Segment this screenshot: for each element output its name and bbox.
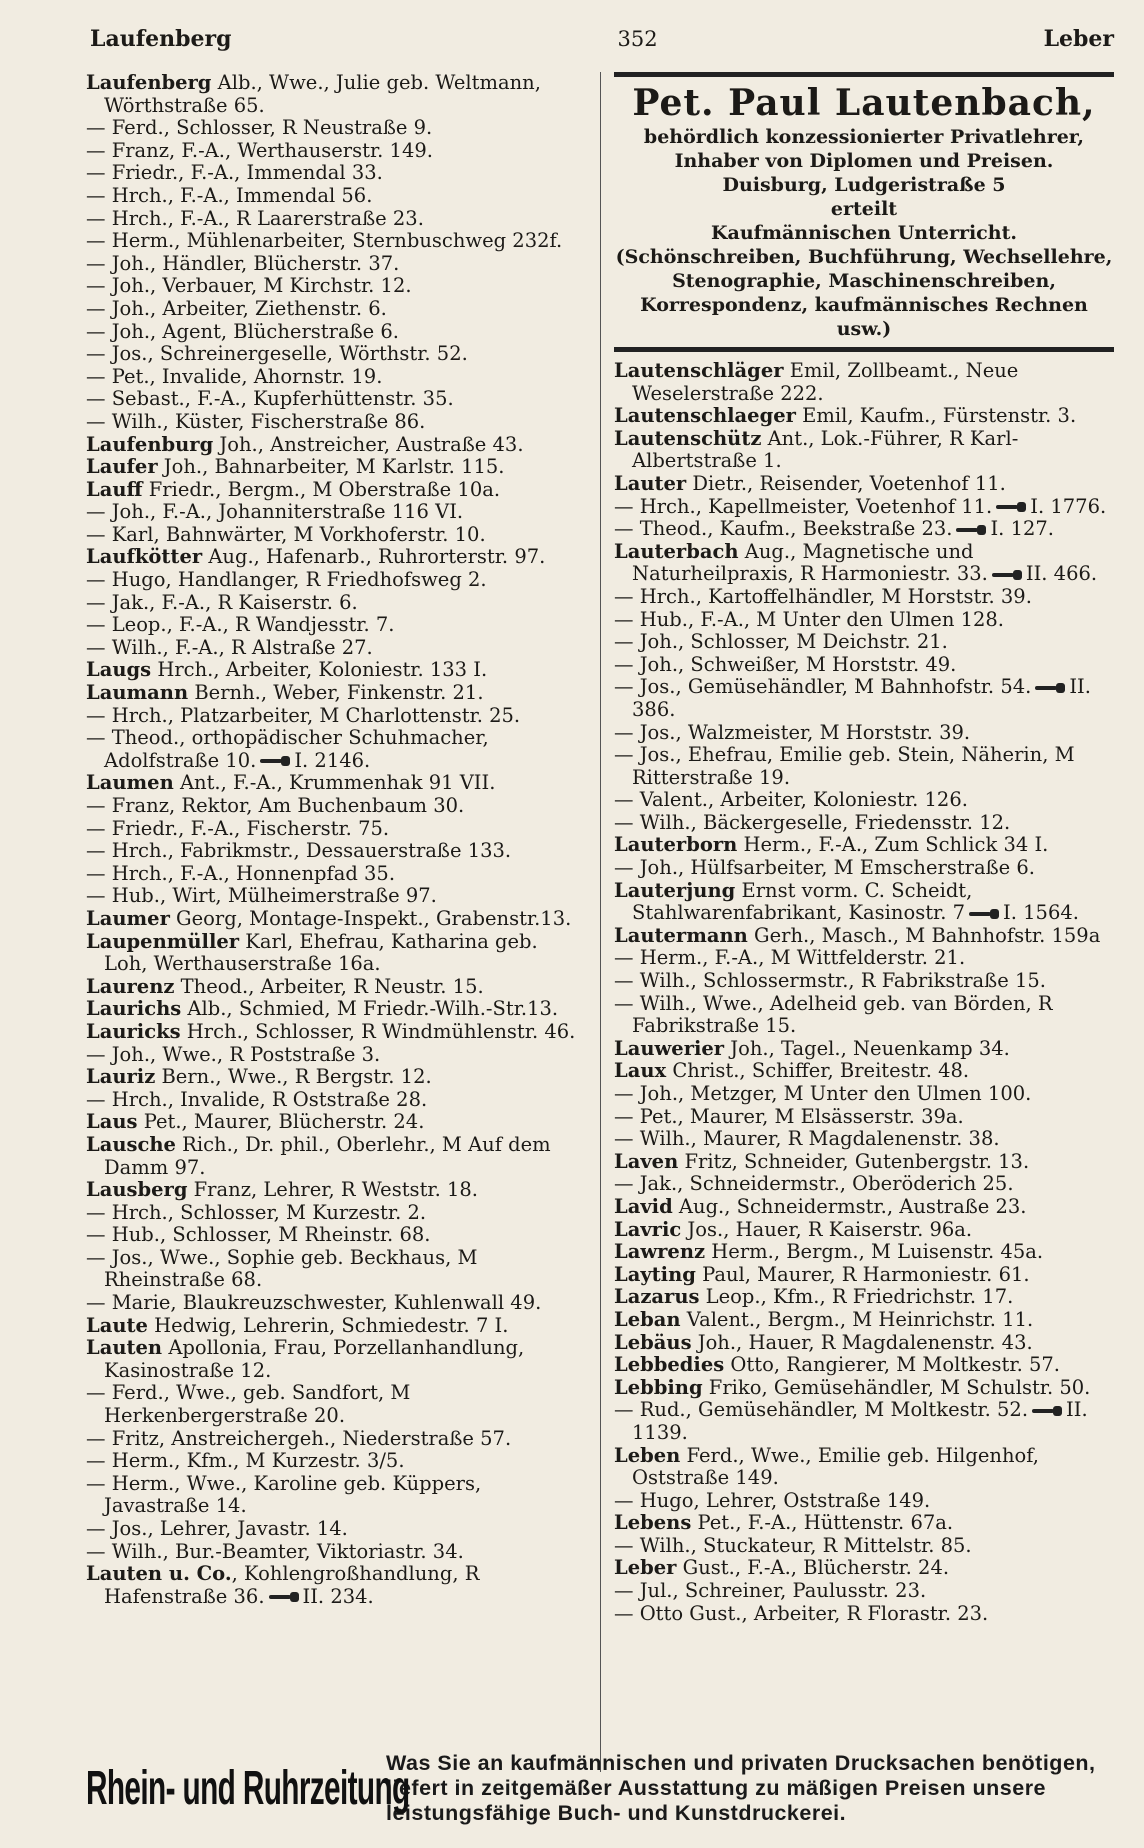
entry-text: — Joh., Händler, Blücherstr. 37.	[86, 251, 400, 275]
entry-surname: Lebäus	[614, 1330, 692, 1354]
ad-line: Stenographie, Maschinenschreiben, Korrespondenz, kaufmännisches Rechnen usw.)	[640, 270, 1088, 340]
header-left-keyword: Laufenberg	[90, 26, 232, 52]
directory-entry	[86, 1450, 586, 1473]
entry-text: Friko, Gemüsehändler, M Schulstr. 50.	[702, 1375, 1091, 1399]
entry-surname: Lavid	[614, 1194, 673, 1218]
directory-entry	[614, 1332, 1114, 1355]
directory-entry	[86, 1044, 586, 1067]
entry-surname: Laufkötter	[86, 545, 203, 569]
entry-surname: Laumer	[86, 906, 170, 930]
footer-text: Was Sie an kaufmännischen und privaten Drucksachen benötigen, liefert in zeitgemäßer Ausstattung zu mäßigen Preisen unsere leistungsfähige Buch- und Kunstdruckerei.	[386, 1750, 1096, 1825]
directory-entry	[86, 524, 586, 547]
directory-entry	[614, 1309, 1114, 1332]
entry-text: — Hugo, Handlanger, R Friedhofsweg 2.	[86, 568, 487, 592]
entry-surname: Layting	[614, 1262, 696, 1286]
entry-phone: II. 1139.	[632, 1398, 1088, 1444]
entry-surname: Lausberg	[86, 1178, 188, 1202]
entry-text: — Jos., Ehefrau, Emilie geb. Stein, Näherin, M Ritterstraße 19.	[614, 743, 1075, 789]
directory-entry	[86, 998, 586, 1021]
directory-entry	[86, 1224, 586, 1247]
entry-text: Jos., Hauer, R Kaiserstr. 96a.	[681, 1217, 973, 1241]
directory-entry	[614, 631, 1114, 654]
directory-entry	[614, 812, 1114, 835]
entry-surname: Leben	[614, 1443, 681, 1467]
entry-text: — Wilh., Bur.-Beamter, Viktoriastr. 34.	[86, 1539, 464, 1563]
directory-entry	[86, 1292, 586, 1315]
entry-text: — Marie, Blaukreuzschwester, Kuhlenwall 49.	[86, 1291, 542, 1315]
directory-entry	[86, 479, 586, 502]
entry-text: — Hub., Schlosser, M Rheinstr. 68.	[86, 1223, 431, 1247]
entry-surname: Lebens	[614, 1511, 692, 1535]
directory-entry	[86, 1089, 586, 1112]
directory-entry	[614, 834, 1114, 857]
entry-text: — Jos., Wwe., Sophie geb. Beckhaus, M Rheinstraße 68.	[86, 1245, 478, 1292]
entry-text: Emil, Zollbeamt., Neue Weselerstraße 222.	[632, 359, 1019, 405]
entry-text: Pet., Maurer, Blücherstr. 24.	[137, 1110, 425, 1134]
entry-phone: II. 466.	[1025, 562, 1098, 586]
entry-text: — Joh., F.-A., Johanniterstraße 116 VI.	[86, 500, 464, 524]
directory-entry	[614, 722, 1114, 745]
entry-phone: I. 1776.	[1030, 494, 1107, 518]
directory-entry	[614, 1241, 1114, 1264]
entry-phone: I. 1564.	[1003, 901, 1079, 925]
directory-entry	[614, 1106, 1114, 1129]
entry-text: — Jos., Walzmeister, M Horststr. 39.	[614, 720, 971, 744]
telephone-icon	[996, 502, 1026, 512]
directory-entry	[86, 321, 586, 344]
entry-text: — Wilh., Bäckergeselle, Friedensstr. 12.	[614, 810, 1011, 834]
entry-surname: Lebbedies	[614, 1353, 725, 1377]
entry-text: Otto, Rangierer, M Moltkestr. 57.	[724, 1353, 1060, 1377]
directory-entry	[614, 1128, 1114, 1151]
directory-entry	[614, 1603, 1114, 1626]
entry-text: Joh., Tagel., Neuenkamp 34.	[724, 1036, 1010, 1060]
entry-phone: I. 2146.	[294, 748, 371, 772]
entry-surname: Lauterbach	[614, 539, 739, 563]
entry-text: Herm., Bergm., M Luisenstr. 45a.	[705, 1240, 1044, 1264]
entry-text: — Hrch., Fabrikmstr., Dessauerstraße 133.	[86, 839, 512, 863]
entry-text: — Ferd., Schlosser, R Neustraße 9.	[86, 116, 433, 140]
entry-text: — Hub., F.-A., M Unter den Ulmen 128.	[614, 607, 1005, 631]
entry-text: — Friedr., F.-A., Fischerstr. 75.	[86, 816, 390, 840]
entry-text: Ant., Lok.-Führer, R Karl-Albertstraße 1.	[632, 426, 1019, 473]
directory-entry	[86, 1541, 586, 1564]
directory-entry	[614, 1399, 1114, 1444]
ad-line: behördlich konzessionierter Privatlehrer,	[643, 126, 1085, 148]
directory-entry	[86, 1202, 586, 1225]
directory-entry	[614, 428, 1114, 473]
directory-entry	[614, 880, 1114, 925]
entry-text: , Kohlengroßhandlung, R Hafenstraße 36.	[104, 1562, 480, 1608]
directory-entry	[86, 1134, 586, 1179]
entry-text: Theod., Arbeiter, R Neustr. 15.	[174, 974, 484, 998]
directory-entry	[614, 970, 1114, 993]
directory-entry	[86, 298, 586, 321]
entry-text: — Fritz, Anstreichergeh., Niederstraße 57.	[86, 1426, 512, 1450]
entry-text: — Ferd., Wwe., geb. Sandfort, M Herkenbergerstraße 20.	[86, 1381, 411, 1428]
ad-line: (Schönschreiben, Buchführung, Wechsellehre,	[615, 246, 1113, 268]
entry-surname: Laute	[86, 1313, 148, 1337]
entry-text: Joh., Bahnarbeiter, M Karlstr. 115.	[157, 455, 505, 479]
directory-entry	[614, 947, 1114, 970]
directory-entry	[86, 501, 586, 524]
directory-entry	[614, 925, 1114, 948]
entry-surname: Lazarus	[614, 1285, 700, 1309]
entry-text: Ernst vorm. C. Scheidt, Stahlwarenfabrikant, Kasinostr. 7	[632, 878, 973, 925]
entry-text: Aug., Hafenarb., Ruhrorterstr. 97.	[202, 545, 546, 569]
entry-text: — Friedr., F.-A., Immendal 33.	[86, 161, 383, 185]
entry-text: Ant., F.-A., Krummenhak 91 VII.	[173, 771, 496, 795]
directory-entry	[86, 162, 586, 185]
directory-entry	[614, 1557, 1114, 1580]
directory-entry	[614, 496, 1114, 519]
entry-text: — Joh., Verbauer, M Kirchstr. 12.	[86, 274, 412, 298]
directory-entry	[614, 1196, 1114, 1219]
entry-text: Christ., Schiffer, Breitestr. 48.	[666, 1059, 970, 1083]
entry-text: — Otto Gust., Arbeiter, R Florastr. 23.	[614, 1601, 989, 1625]
entry-surname: Lautenschlaeger	[614, 404, 796, 428]
entry-text: Ferd., Wwe., Emilie geb. Hilgenhof, Oststraße 149.	[632, 1443, 1039, 1490]
entry-text: — Jos., Schreinergeselle, Wörthstr. 52.	[86, 342, 468, 366]
ad-name: Pet. Paul Lautenbach,	[632, 82, 1096, 124]
column-divider	[600, 72, 601, 1772]
entry-text: — Joh., Hülfsarbeiter, M Emscherstraße 6.	[614, 856, 1035, 880]
directory-entry	[86, 818, 586, 841]
entry-surname: Leber	[614, 1556, 677, 1580]
entry-surname: Lauten u. Co.	[86, 1562, 232, 1586]
entry-text: Paul, Maurer, R Harmoniestr. 61.	[695, 1262, 1030, 1286]
entry-surname: Lautenschütz	[614, 426, 762, 450]
directory-entry	[614, 1377, 1114, 1400]
entry-text: — Herm., Kfm., M Kurzestr. 3/5.	[86, 1449, 405, 1473]
entry-phone: I. 127.	[990, 517, 1055, 541]
entry-text: — Theod., orthopädischer Schuhmacher, Adolfstraße 10.	[86, 726, 489, 772]
entry-text: Hrch., Arbeiter, Koloniestr. 133 I.	[151, 658, 488, 682]
entry-text: Gerh., Masch., M Bahnhofstr. 159a	[747, 923, 1101, 947]
entry-surname: Lautenschläger	[614, 359, 784, 382]
directory-entry	[86, 637, 586, 660]
entry-text: Hrch., Schlosser, R Windmühlenstr. 46.	[180, 1019, 576, 1043]
entry-text: Georg, Montage-Inspekt., Grabenstr.13.	[169, 906, 572, 930]
entry-text: — Valent., Arbeiter, Koloniestr. 126.	[614, 788, 968, 812]
directory-entry	[86, 592, 586, 615]
directory-entry	[86, 275, 586, 298]
directory-entry	[614, 1264, 1114, 1287]
directory-entry	[86, 931, 586, 976]
entry-text: Joh., Hauer, R Magdalenenstr. 43.	[691, 1330, 1033, 1354]
entry-text: — Joh., Wwe., R Poststraße 3.	[86, 1042, 381, 1066]
directory-entry	[614, 586, 1114, 609]
entry-text: Pet., F.-A., Hüttenstr. 67a.	[691, 1511, 954, 1535]
directory-entry	[614, 541, 1114, 586]
entry-text: Leop., Kfm., R Friedrichstr. 17.	[699, 1285, 1014, 1309]
entry-surname: Lauff	[86, 477, 143, 501]
directory-entry	[86, 230, 586, 253]
entry-text: — Joh., Metzger, M Unter den Ulmen 100.	[614, 1082, 1032, 1105]
directory-entry	[86, 546, 586, 569]
directory-entry	[614, 1173, 1114, 1196]
directory-entry	[86, 1518, 586, 1541]
entry-text: — Hrch., Kartoffelhändler, M Horststr. 39.	[614, 584, 1032, 608]
directory-entry	[86, 614, 586, 637]
directory-entry	[614, 789, 1114, 812]
entry-text: — Jos., Lehrer, Javastr. 14.	[86, 1517, 348, 1540]
directory-entry	[614, 609, 1114, 632]
entry-text: — Pet., Invalide, Ahornstr. 19.	[86, 364, 383, 388]
entry-text: — Hub., Wirt, Mülheimerstraße 97.	[86, 884, 437, 908]
directory-entry	[86, 863, 586, 886]
directory-entry	[86, 772, 586, 795]
directory-entry	[86, 795, 586, 818]
entry-text: — Hrch., F.-A., Honnenpfad 35.	[86, 861, 396, 885]
directory-entry	[86, 388, 586, 411]
telephone-icon	[1032, 1406, 1062, 1416]
entry-text: — Herm., F.-A., M Wittfelderstr. 21.	[614, 946, 966, 970]
directory-entry	[614, 993, 1114, 1038]
directory-entry	[86, 253, 586, 276]
entry-text: — Herm., Wwe., Karoline geb. Küppers, Javastraße 14.	[86, 1471, 482, 1518]
entry-text: — Jul., Schreiner, Paulusstr. 23.	[614, 1579, 927, 1603]
directory-entry	[86, 1066, 586, 1089]
directory-entry	[86, 1021, 586, 1044]
directory-entry	[86, 569, 586, 592]
directory-entry	[86, 705, 586, 728]
entry-text: — Herm., Mühlenarbeiter, Sternbuschweg 232f.	[86, 229, 563, 253]
entry-text: Friedr., Bergm., M Oberstraße 10a.	[142, 477, 501, 501]
entry-text: — Hrch., F.-A., Immendal 56.	[86, 183, 373, 207]
ad-line: Duisburg, Ludgeristraße 5	[722, 174, 1006, 196]
telephone-icon	[992, 570, 1022, 580]
directory-entry	[614, 857, 1114, 880]
entry-text: — Franz, Rektor, Am Buchenbaum 30.	[86, 794, 465, 817]
entry-surname: Lauwerier	[614, 1036, 725, 1060]
entry-surname: Laurichs	[86, 997, 182, 1021]
entry-text: Fritz, Schneider, Gutenbergstr. 13.	[678, 1149, 1030, 1173]
left-column	[86, 72, 586, 1732]
entry-text: — Karl, Bahnwärter, M Vorkhoferstr. 10.	[86, 522, 486, 546]
page-number: 352	[617, 27, 658, 51]
directory-entry	[614, 654, 1114, 677]
directory-entry	[86, 1563, 586, 1608]
entry-text: Herm., F.-A., Zum Schlick 34 I.	[737, 833, 1049, 857]
telephone-icon	[269, 1592, 299, 1602]
directory-entry	[614, 1354, 1114, 1377]
entry-surname: Laugs	[86, 658, 152, 682]
directory-entry	[614, 473, 1114, 496]
entry-surname: Lausche	[86, 1132, 176, 1156]
entry-surname: Leban	[614, 1307, 681, 1331]
entry-surname: Lauricks	[86, 1019, 181, 1043]
entry-text: — Hrch., Schlosser, M Kurzestr. 2.	[86, 1200, 427, 1224]
directory-entry	[86, 1337, 586, 1382]
directory-entry	[614, 1512, 1114, 1535]
directory-entry	[86, 682, 586, 705]
ad-line: Inhaber von Diplomen und Preisen.	[674, 150, 1054, 172]
entry-text: — Jak., Schneidermstr., Oberöderich 25.	[614, 1172, 1014, 1196]
ad-line: erteilt	[830, 198, 898, 220]
entry-surname: Lauter	[614, 471, 687, 495]
directory-entry	[86, 1315, 586, 1338]
entry-text: — Hrch., Platzarbeiter, M Charlottenstr. 25.	[86, 703, 521, 727]
entry-surname: Lavric	[614, 1217, 682, 1241]
directory-entry	[86, 185, 586, 208]
directory-entry	[614, 405, 1114, 428]
entry-text: — Wilh., Stuckateur, R Mittelstr. 85.	[614, 1533, 972, 1557]
directory-entry	[86, 208, 586, 231]
directory-entry	[86, 1382, 586, 1427]
entry-text: Joh., Anstreicher, Austraße 43.	[213, 432, 524, 456]
entry-text: — Wilh., Maurer, R Magdalenenstr. 38.	[614, 1127, 1000, 1151]
entry-text: — Franz, F.-A., Werthauserstr. 149.	[86, 138, 433, 162]
entry-text: Dietr., Reisender, Voetenhof 11.	[686, 471, 1006, 495]
entry-surname: Lautermann	[614, 923, 748, 947]
directory-entry	[86, 1247, 586, 1292]
entry-surname: Lebbing	[614, 1375, 703, 1399]
directory-entry	[614, 744, 1114, 789]
entry-text: — Hugo, Lehrer, Oststraße 149.	[614, 1488, 931, 1512]
entry-text: — Hrch., Invalide, R Oststraße 28.	[86, 1087, 428, 1111]
directory-entry	[86, 659, 586, 682]
header-right-keyword: Leber	[1043, 26, 1114, 52]
directory-entry	[614, 676, 1114, 721]
entry-text: — Joh., Schweißer, M Horststr. 49.	[614, 652, 957, 676]
directory-entry	[614, 1490, 1114, 1513]
telephone-icon	[1035, 683, 1065, 693]
directory-entry	[86, 456, 586, 479]
directory-entry	[614, 1151, 1114, 1174]
entry-text: Alb., Schmied, M Friedr.-Wilh.-Str.13.	[181, 997, 559, 1021]
entry-text: Aug., Schneidermstr., Austraße 23.	[672, 1194, 1027, 1218]
footer-brand: Rhein- und Ruhrzeitung	[86, 1761, 410, 1815]
entry-text: — Hrch., F.-A., R Laarerstraße 23.	[86, 206, 424, 230]
entry-text: — Jak., F.-A., R Kaiserstr. 6.	[86, 590, 358, 614]
entry-text: — Joh., Schlosser, M Deichstr. 21.	[614, 630, 948, 654]
entry-text: — Wilh., F.-A., R Alstraße 27.	[86, 635, 373, 659]
entry-text: — Joh., Agent, Blücherstraße 6.	[86, 319, 399, 343]
footer-advertisement	[86, 1740, 1114, 1836]
directory-entry	[86, 343, 586, 366]
entry-surname: Laven	[614, 1149, 679, 1173]
directory-entry	[86, 1428, 586, 1451]
entry-text: — Hrch., Kapellmeister, Voetenhof 11.	[614, 494, 993, 518]
directory-entry	[86, 434, 586, 457]
entry-text: Bern., Wwe., R Bergstr. 12.	[155, 1065, 432, 1089]
entry-text: — Pet., Maurer, M Elsässerstr. 39a.	[614, 1104, 964, 1128]
directory-entry	[86, 976, 586, 999]
directory-entry	[86, 908, 586, 931]
entry-text: Rich., Dr. phil., Oberlehr., M Auf dem Damm 97.	[104, 1132, 551, 1179]
entry-surname: Laumen	[86, 771, 174, 795]
entry-text: Bernh., Weber, Finkenstr. 21.	[188, 681, 484, 705]
directory-entry	[614, 1038, 1114, 1061]
right-column	[614, 72, 1114, 1732]
telephone-icon	[956, 525, 986, 535]
directory-entry	[614, 1060, 1114, 1083]
entry-text: — Leop., F.-A., R Wandjesstr. 7.	[86, 613, 395, 637]
directory-entry	[86, 366, 586, 389]
directory-entry	[86, 1473, 586, 1518]
directory-entry	[86, 140, 586, 163]
directory-entry	[86, 727, 586, 772]
directory-entry	[86, 411, 586, 434]
entry-surname: Laurenz	[86, 974, 175, 998]
entry-text: Gust., F.-A., Blücherstr. 24.	[676, 1556, 950, 1580]
ad-line: Kaufmännischen Unterricht.	[711, 222, 1017, 244]
directory-entry	[614, 518, 1114, 541]
directory-entry	[86, 1111, 586, 1134]
entry-text: Valent., Bergm., M Heinrichstr. 11.	[680, 1307, 1034, 1331]
entry-text: — Wilh., Schlossermstr., R Fabrikstraße 15.	[614, 969, 1046, 993]
entry-text: — Wilh., Wwe., Adelheid geb. van Börden, R Fabrikstraße 15.	[614, 991, 1053, 1038]
entry-text: — Rud., Gemüsehändler, M Moltkestr. 52.	[614, 1398, 1029, 1422]
entry-surname: Laufenberg	[86, 72, 212, 94]
entry-text: Emil, Kaufm., Fürstenstr. 3.	[795, 404, 1077, 428]
entry-surname: Laupenmüller	[86, 929, 240, 953]
entry-surname: Lauterjung	[614, 878, 736, 902]
directory-entry	[614, 1580, 1114, 1603]
directory-entry	[614, 1286, 1114, 1309]
directory-entry	[614, 360, 1114, 405]
entry-surname: Lauten	[86, 1336, 163, 1360]
entry-surname: Laufenburg	[86, 432, 214, 456]
page-header	[90, 22, 1114, 56]
directory-entry	[86, 1179, 586, 1202]
entry-text: — Theod., Kaufm., Beekstraße 23.	[614, 517, 953, 541]
entry-surname: Lauterborn	[614, 833, 738, 857]
directory-entry	[86, 72, 586, 117]
entry-surname: Laumann	[86, 681, 189, 705]
entry-text: Karl, Ehefrau, Katharina geb. Loh, Werthauserstraße 16a.	[104, 929, 538, 976]
entry-text: Aug., Magnetische und Naturheilpraxis, R Harmoniestr. 33.	[632, 539, 988, 586]
directory-entry	[614, 1219, 1114, 1242]
telephone-icon	[260, 756, 290, 766]
entry-surname: Laux	[614, 1059, 667, 1083]
entry-text: Alb., Wwe., Julie geb. Weltmann, Wörthstraße 65.	[104, 72, 541, 117]
entry-text: Franz, Lehrer, R Weststr. 18.	[187, 1178, 478, 1202]
directory-entry	[86, 840, 586, 863]
entry-text: Apollonia, Frau, Porzellanhandlung, Kasinostraße 12.	[104, 1336, 525, 1382]
entry-surname: Lauriz	[86, 1065, 156, 1089]
entry-text: — Sebast., F.-A., Kupferhüttenstr. 35.	[86, 387, 454, 411]
right-column-entries	[614, 360, 1114, 1625]
entry-phone: II. 386.	[632, 675, 1091, 721]
entry-text: — Jos., Gemüsehändler, M Bahnhofstr. 54.	[614, 675, 1032, 699]
entry-surname: Lawrenz	[614, 1240, 706, 1264]
entry-text: — Joh., Arbeiter, Ziethenstr. 6.	[86, 296, 387, 320]
directory-entry	[614, 1083, 1114, 1106]
entry-phone: II. 234.	[302, 1584, 374, 1608]
entry-text: Hedwig, Lehrerin, Schmiedestr. 7 I.	[147, 1313, 509, 1337]
advertisement-box	[614, 72, 1114, 352]
entry-surname: Laus	[86, 1110, 138, 1134]
directory-entry	[86, 885, 586, 908]
directory-entry	[614, 1445, 1114, 1490]
telephone-icon	[969, 909, 999, 919]
entry-surname: Laufer	[86, 455, 158, 479]
directory-entry	[86, 117, 586, 140]
entry-text: — Wilh., Küster, Fischerstraße 86.	[86, 409, 426, 433]
directory-entry	[614, 1535, 1114, 1558]
